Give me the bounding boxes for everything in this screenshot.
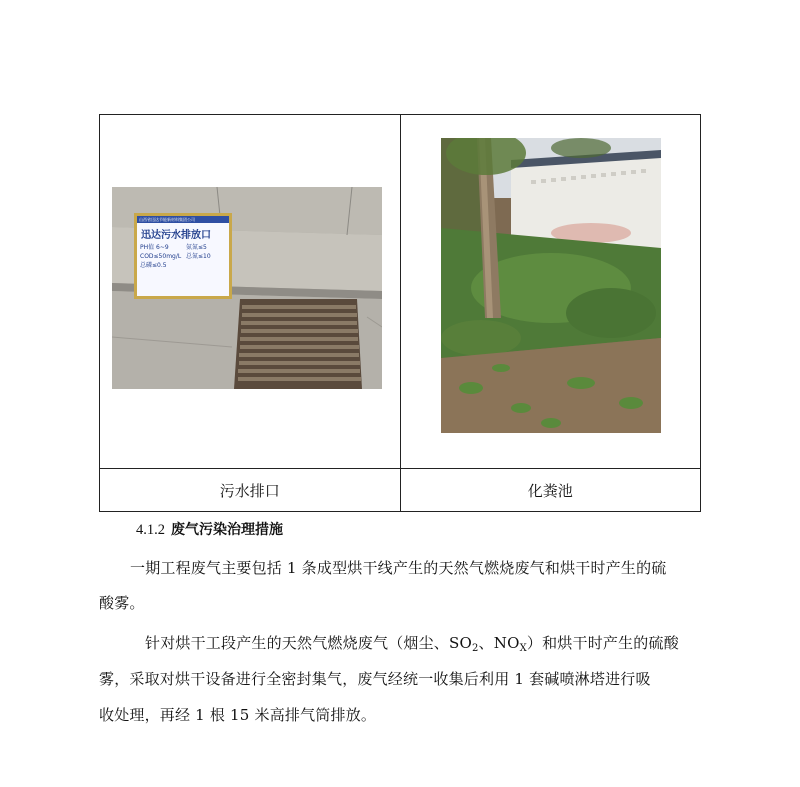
paragraph-1-line-1: 一期工程废气主要包括 1 条成型烘干线产生的天然气燃烧废气和烘干时产生的硫 <box>130 559 667 577</box>
photo-cell-outfall <box>100 115 401 469</box>
caption-septic-tank: 化粪池 <box>400 469 701 512</box>
sewage-outfall-photo <box>112 187 382 389</box>
sign-row: 总磷≤0.5 <box>140 262 167 269</box>
outfall-sign <box>134 213 232 299</box>
section-number: 4.1.2 <box>136 522 165 538</box>
septic-tank-photo <box>441 138 661 433</box>
photo-table <box>99 114 701 512</box>
sign-row: PH值 6~9 氨氮≤5 <box>140 244 207 251</box>
paragraph-2-line-1: 针对烘干工段产生的天然气燃烧废气（烟尘、$SO_2$、$NO_X$）和烘干时产生的硫酸 <box>145 634 679 654</box>
section-heading <box>136 519 283 539</box>
photo-cell-septic <box>400 115 701 469</box>
paragraph-2-line-3: 收处理，再经 1 根 15 米高排气筒排放。 <box>99 706 377 724</box>
sign-row: COD≤50mg/L 总氮≤10 <box>140 253 211 260</box>
caption-sewage-outfall: 污水排口 <box>100 469 401 512</box>
sign-title: 迅达污水排放口 <box>141 230 211 241</box>
paragraph-1-line-2: 酸雾。 <box>99 594 145 612</box>
paragraph-2-line-2: 雾，采取对烘干设备进行全密封集气，废气经统一收集后利用 1 套碱喷淋塔进行吸 <box>99 670 651 688</box>
sign-header: 山西省迅达节能新材料集团公司 <box>137 216 229 223</box>
section-title: 废气污染治理措施 <box>171 522 283 538</box>
